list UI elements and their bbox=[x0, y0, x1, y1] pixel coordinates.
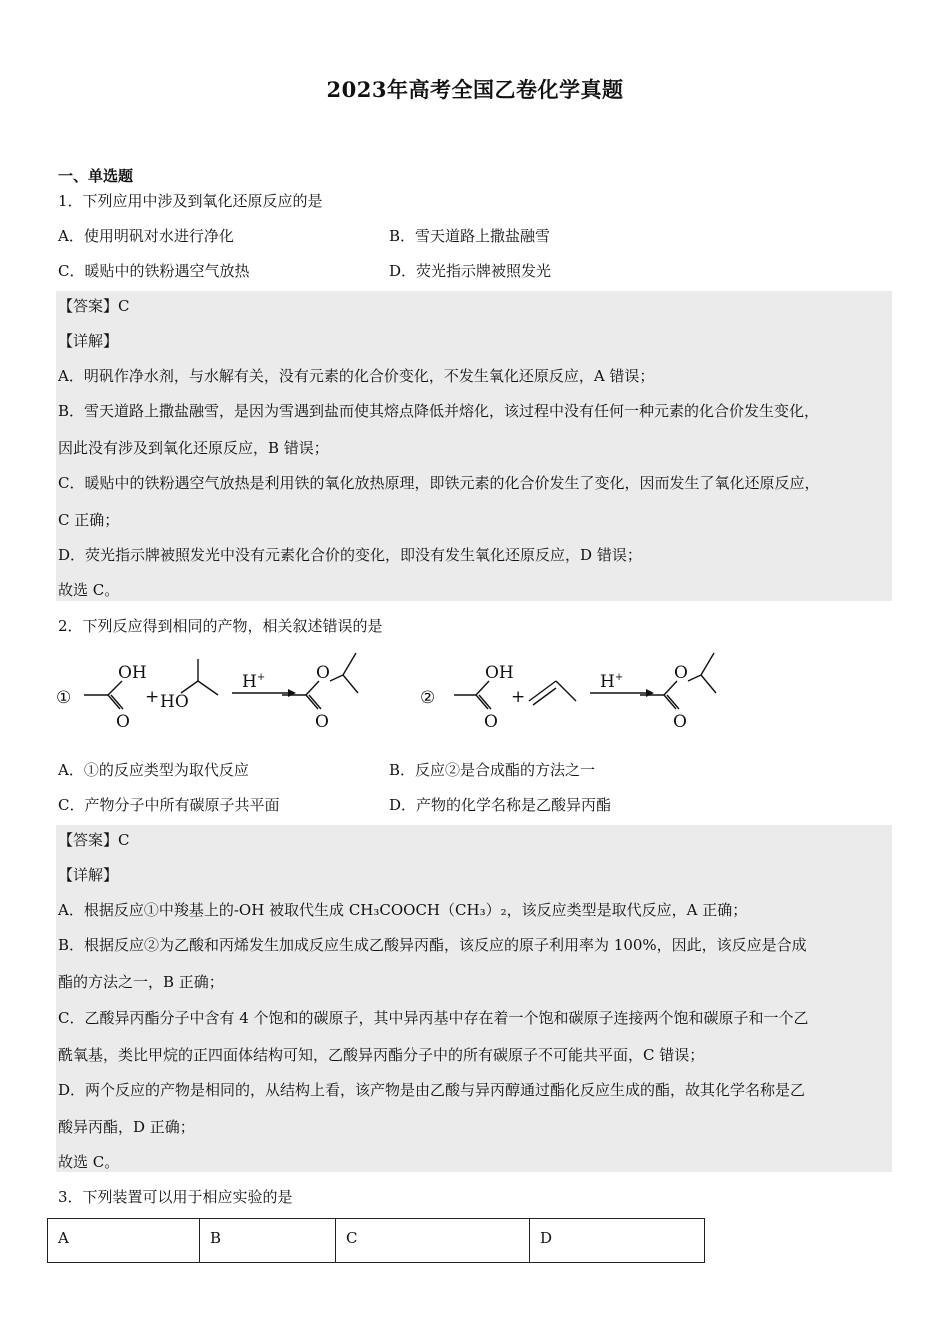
q2-option-b: B．反应②是合成酯的方法之一 bbox=[389, 761, 596, 779]
q2-answer: 【答案】C bbox=[58, 831, 130, 849]
page-title: 2023年高考全国乙卷化学真题 bbox=[326, 77, 624, 102]
hydroxyl-ho-text: HO bbox=[160, 692, 189, 712]
q2-option-c: C．产物分子中所有碳原子共平面 bbox=[58, 796, 280, 814]
table-header-cell: B bbox=[200, 1219, 336, 1263]
ester-o-text: O bbox=[316, 663, 330, 683]
carboxyl-oh-text: OH bbox=[485, 663, 514, 683]
reaction-equations bbox=[50, 645, 750, 745]
q2-explanation-line: A．根据反应①中羧基上的-OH 被取代生成 CH₃COOCH（CH₃）₂，该反应类型是取代反应，A 正确； bbox=[58, 901, 748, 919]
carbonyl-o-text: O bbox=[315, 712, 329, 732]
q2-explanation-line: 故选 C。 bbox=[58, 1153, 120, 1171]
q1-option-a: A．使用明矾对水进行净化 bbox=[58, 227, 234, 245]
plus-sign: + bbox=[511, 687, 526, 707]
q1-explanation-line: D．荧光指示牌被照发光中没有元素化合价的变化，即没有发生氧化还原反应，D 错误； bbox=[58, 546, 642, 564]
q1-option-d: D．荧光指示牌被照发光 bbox=[389, 262, 552, 280]
q2-explanation-line: B．根据反应②为乙酸和丙烯发生加成反应生成乙酸异丙酯，该反应的原子利用率为 100%，因此，该反应是合成 bbox=[58, 936, 807, 954]
q1-explanation-line: 因此没有涉及到氧化还原反应，B 错误； bbox=[58, 439, 329, 457]
table-row bbox=[48, 1219, 705, 1263]
reaction-2-label: ② bbox=[420, 688, 436, 708]
reaction-1-label: ① bbox=[56, 688, 72, 708]
q3-options-table bbox=[47, 1218, 705, 1263]
q2-option-d: D．产物的化学名称是乙酸异丙酯 bbox=[389, 796, 612, 814]
q3-stem: 3．下列装置可以用于相应实验的是 bbox=[58, 1188, 293, 1206]
table-header-cell: C bbox=[336, 1219, 530, 1263]
q1-answer: 【答案】C bbox=[58, 297, 130, 315]
table-header-cell: A bbox=[48, 1219, 200, 1263]
q2-explanation-line: 酸异丙酯，D 正确； bbox=[58, 1118, 195, 1136]
q2-explanation-line: 酯的方法之一，B 正确； bbox=[58, 973, 224, 991]
q2-detail-label: 【详解】 bbox=[58, 866, 119, 884]
q2-explanation-line: 酰氧基，类比甲烷的正四面体结构可知，乙酸异丙酯分子中的所有碳原子不可能共平面，C 错误； bbox=[58, 1046, 705, 1064]
carboxyl-oh-text: OH bbox=[118, 663, 147, 683]
carbonyl-o-text: O bbox=[116, 712, 130, 732]
carbonyl-o-text: O bbox=[673, 712, 687, 732]
q1-explanation-line: A．明矾作净水剂，与水解有关，没有元素的化合价变化，不发生氧化还原反应，A 错误； bbox=[58, 367, 655, 385]
q1-explanation-line: 故选 C。 bbox=[58, 581, 120, 599]
q1-option-b: B．雪天道路上撒盐融雪 bbox=[389, 227, 551, 245]
q2-stem: 2．下列反应得到相同的产物，相关叙述错误的是 bbox=[58, 617, 383, 635]
q2-explanation-line: C．乙酸异丙酯分子中含有 4 个饱和的碳原子，其中异丙基中存在着一个饱和碳原子连接两个饱和碳原子和一个乙 bbox=[58, 1009, 809, 1027]
q2-explanation-line: D．两个反应的产物是相同的，从结构上看，该产物是由乙酸与异丙醇通过酯化反应生成的酯，故其化学名称是乙 bbox=[58, 1081, 806, 1099]
q1-option-c: C．暖贴中的铁粉遇空气放热 bbox=[58, 262, 250, 280]
plus-sign: + bbox=[145, 687, 160, 707]
section-heading: 一、单选题 bbox=[58, 167, 134, 185]
q2-option-a: A．①的反应类型为取代反应 bbox=[58, 761, 249, 779]
q1-explanation-line: C．暖贴中的铁粉遇空气放热是利用铁的氧化放热原理，即铁元素的化合价发生了变化，因而发生了氧化还原反应， bbox=[58, 474, 820, 492]
q1-explanation-line: B．雪天道路上撒盐融雪，是因为雪遇到盐而使其熔点降低并熔化，该过程中没有任何一种元素的化合价发生变化， bbox=[58, 402, 820, 420]
catalyst-text: H+ bbox=[600, 672, 624, 692]
q1-detail-label: 【详解】 bbox=[58, 332, 119, 350]
q1-explanation-line: C 正确； bbox=[58, 511, 120, 529]
q1-stem: 1．下列应用中涉及到氧化还原反应的是 bbox=[58, 192, 323, 210]
carbonyl-o-text: O bbox=[484, 712, 498, 732]
table-header-cell: D bbox=[530, 1219, 705, 1263]
ester-o-text: O bbox=[674, 663, 688, 683]
catalyst-text: H+ bbox=[242, 672, 266, 692]
